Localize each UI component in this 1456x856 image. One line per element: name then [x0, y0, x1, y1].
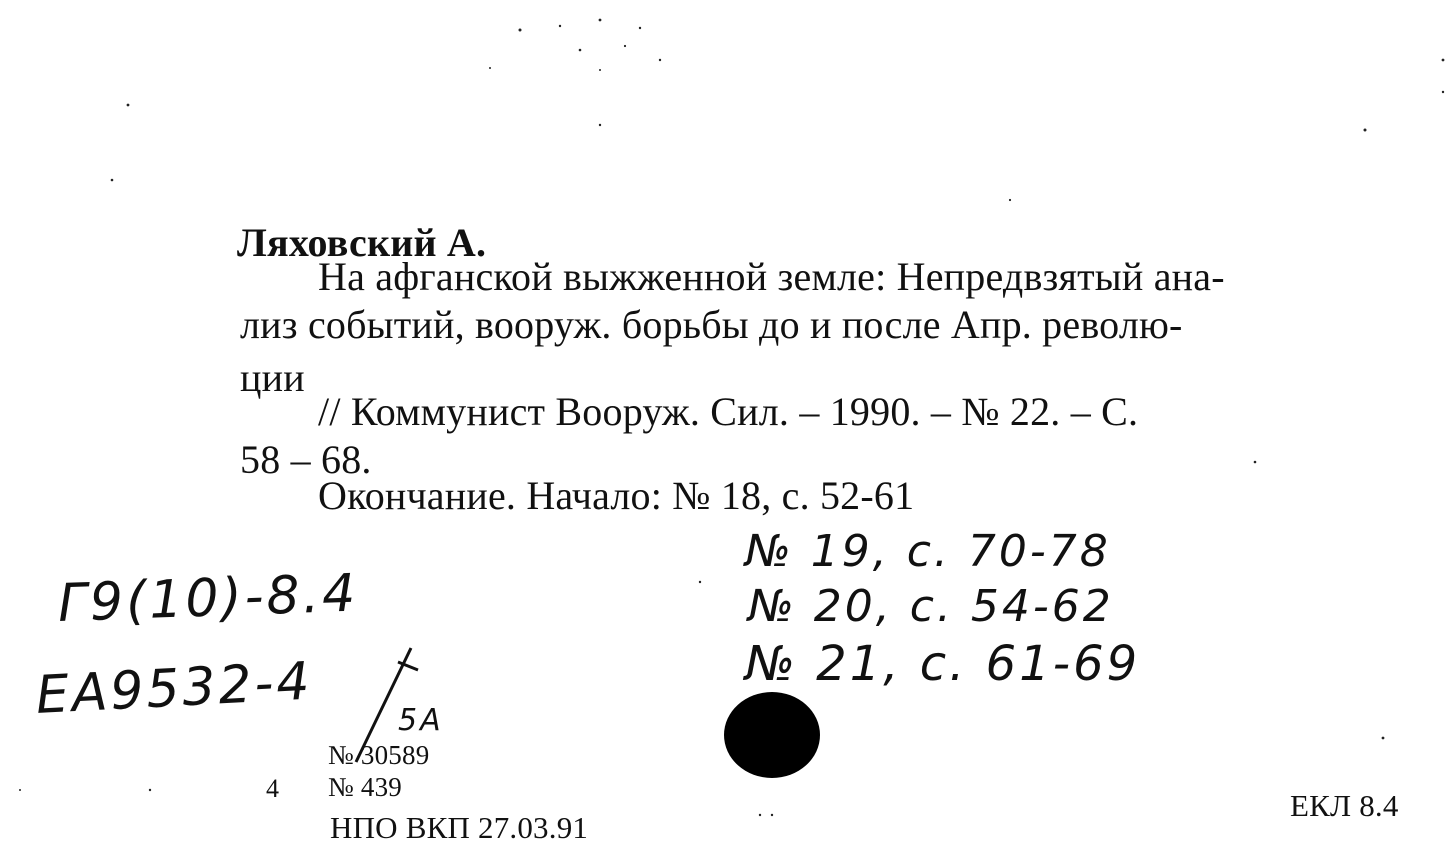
handwritten-issue: № 20, с. 54-62 — [748, 581, 1114, 632]
publisher-stamp: НПО ВКП 27.03.91 — [330, 810, 589, 845]
catalog-index: ЕКЛ 8.4 — [1290, 788, 1399, 823]
handwritten-issue: № 21, с. 61-69 — [745, 636, 1141, 692]
handwritten-issue: № 19, с. 70-78 — [745, 526, 1111, 577]
source-line: // Коммунист Вооруж. Сил. – 1990. – № 22. – С. — [318, 389, 1139, 434]
accession-number: № 30589 — [328, 740, 430, 770]
title-line: На афганской выжженной земле: Непредвзятый ана- — [318, 254, 1225, 299]
page-number: 4 — [266, 774, 280, 803]
inventory-code-suffix: 5А — [398, 703, 444, 738]
title-line: лиз событий, вооруж. борьбы до и после Апр. револю- — [240, 302, 1183, 347]
record-number: № 439 — [328, 772, 403, 802]
note-line: Окончание. Начало: № 18, с. 52-61 — [318, 473, 915, 518]
title-line: ции — [240, 355, 305, 400]
source-line: 58 – 68. — [240, 437, 372, 482]
inventory-code: ЕА9532-4 — [34, 651, 314, 726]
author-name: Ляховский А. — [237, 220, 487, 265]
classification-code: Г9(10)-8.4 — [56, 563, 360, 634]
punch-hole — [724, 692, 820, 778]
